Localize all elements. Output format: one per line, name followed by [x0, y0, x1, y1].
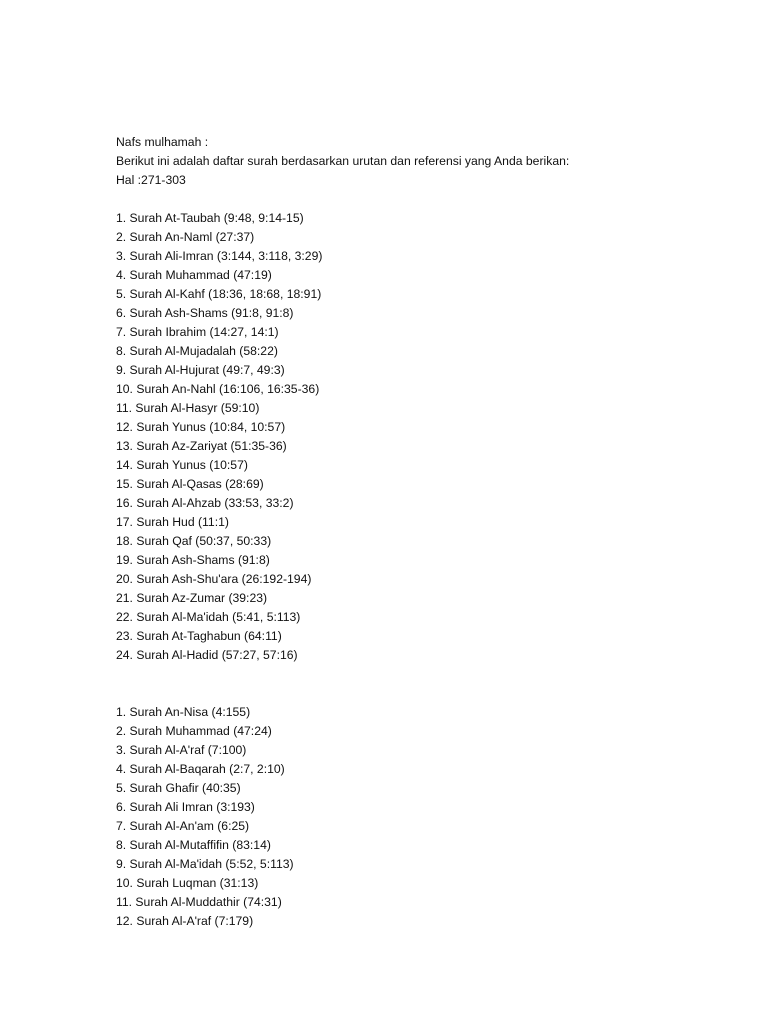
list-item: 12. Surah Yunus (10:84, 10:57)	[116, 420, 286, 434]
document-title: Nafs mulhamah :	[116, 135, 209, 149]
list-item: 20. Surah Ash-Shu'ara (26:192-194)	[116, 572, 312, 586]
surah-list-2	[116, 703, 716, 931]
list-item: 13. Surah Az-Zariyat (51:35-36)	[116, 439, 287, 453]
list-item: 23. Surah At-Taghabun (64:11)	[116, 629, 282, 643]
list-item: 19. Surah Ash-Shams (91:8)	[116, 553, 270, 567]
list-item: 24. Surah Al-Hadid (57:27, 57:16)	[116, 648, 298, 662]
list-item: 6. Surah Ali Imran (3:193)	[116, 800, 255, 814]
list-item: 5. Surah Al-Kahf (18:36, 18:68, 18:91)	[116, 287, 322, 301]
list-item: 11. Surah Al-Muddathir (74:31)	[116, 895, 282, 909]
list-item: 21. Surah Az-Zumar (39:23)	[116, 591, 268, 605]
list-item: 9. Surah Al-Ma'idah (5:52, 5:113)	[116, 857, 294, 871]
list-item: 12. Surah Al-A'raf (7:179)	[116, 914, 254, 928]
list-item: 18. Surah Qaf (50:37, 50:33)	[116, 534, 272, 548]
list-item: 4. Surah Muhammad (47:19)	[116, 268, 272, 282]
list-item: 7. Surah Ibrahim (14:27, 14:1)	[116, 325, 279, 339]
list-item: 14. Surah Yunus (10:57)	[116, 458, 248, 472]
list-item: 3. Surah Al-A'raf (7:100)	[116, 743, 247, 757]
list-item: 22. Surah Al-Ma'idah (5:41, 5:113)	[116, 610, 301, 624]
list-item: 6. Surah Ash-Shams (91:8, 91:8)	[116, 306, 294, 320]
list-item: 1. Surah At-Taubah (9:48, 9:14-15)	[116, 211, 304, 225]
list-item: 8. Surah Al-Mujadalah (58:22)	[116, 344, 278, 358]
list-item: 8. Surah Al-Mutaffifin (83:14)	[116, 838, 271, 852]
blank-line	[116, 190, 716, 209]
list-item: 9. Surah Al-Hujurat (49:7, 49:3)	[116, 363, 285, 377]
blank-lines	[116, 665, 716, 703]
list-item: 15. Surah Al-Qasas (28:69)	[116, 477, 264, 491]
list-item: 7. Surah Al-An'am (6:25)	[116, 819, 250, 833]
list-item: 10. Surah An-Nahl (16:106, 16:35-36)	[116, 382, 320, 396]
list-item: 4. Surah Al-Baqarah (2:7, 2:10)	[116, 762, 285, 776]
surah-list-1	[116, 209, 716, 665]
list-item: 5. Surah Ghafir (40:35)	[116, 781, 241, 795]
list-item: 16. Surah Al-Ahzab (33:53, 33:2)	[116, 496, 294, 510]
list-item: 11. Surah Al-Hasyr (59:10)	[116, 401, 260, 415]
list-item: 3. Surah Ali-Imran (3:144, 3:118, 3:29)	[116, 249, 323, 263]
list-item: 2. Surah An-Naml (27:37)	[116, 230, 255, 244]
document-content	[116, 133, 716, 931]
list-item: 17. Surah Hud (11:1)	[116, 515, 229, 529]
list-item: 1. Surah An-Nisa (4:155)	[116, 705, 251, 719]
list-item: 2. Surah Muhammad (47:24)	[116, 724, 272, 738]
intro-text: Berikut ini adalah daftar surah berdasarkan urutan dan referensi yang Anda berikan:	[116, 154, 570, 168]
page-range: Hal :271-303	[116, 173, 186, 187]
list-item: 10. Surah Luqman (31:13)	[116, 876, 259, 890]
